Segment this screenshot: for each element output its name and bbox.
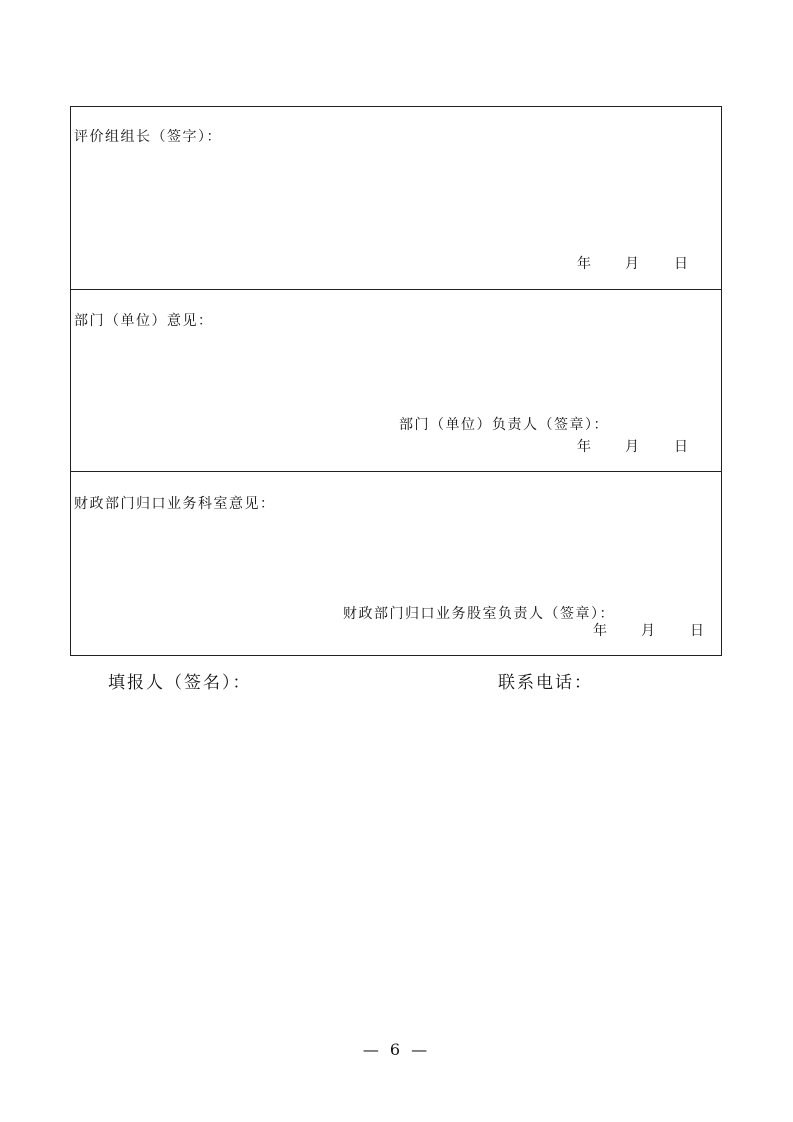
contact-phone-label: 联系电话： [498,673,593,693]
date-year: 年 [577,439,591,455]
finance-office-opinion-label: 财政部门归口业务科室意见： [74,496,276,512]
department-opinion-section [71,290,721,472]
filler-signature-label: 填报人（签名）： [108,673,252,693]
date-day: 日 [674,256,688,272]
page-number: — 6 — [362,1040,431,1059]
evaluation-leader-label: 评价组组长（签字）： [74,129,222,145]
date-year: 年 [577,256,591,272]
date-day: 日 [674,439,688,455]
date-year: 年 [593,623,607,639]
date-month: 月 [641,623,655,639]
approval-form-table [70,106,722,656]
department-opinion-label: 部门（单位）意见： [74,313,214,329]
date-month: 月 [625,439,639,455]
finance-office-opinion-section [71,472,721,657]
evaluation-leader-section [71,107,721,290]
department-head-signature-label: 部门（单位）负责人（签章）： [399,417,609,433]
date-day: 日 [690,623,704,639]
date-month: 月 [625,256,639,272]
finance-office-head-signature-label: 财政部门归口业务股室负责人（签章）： [343,606,615,622]
